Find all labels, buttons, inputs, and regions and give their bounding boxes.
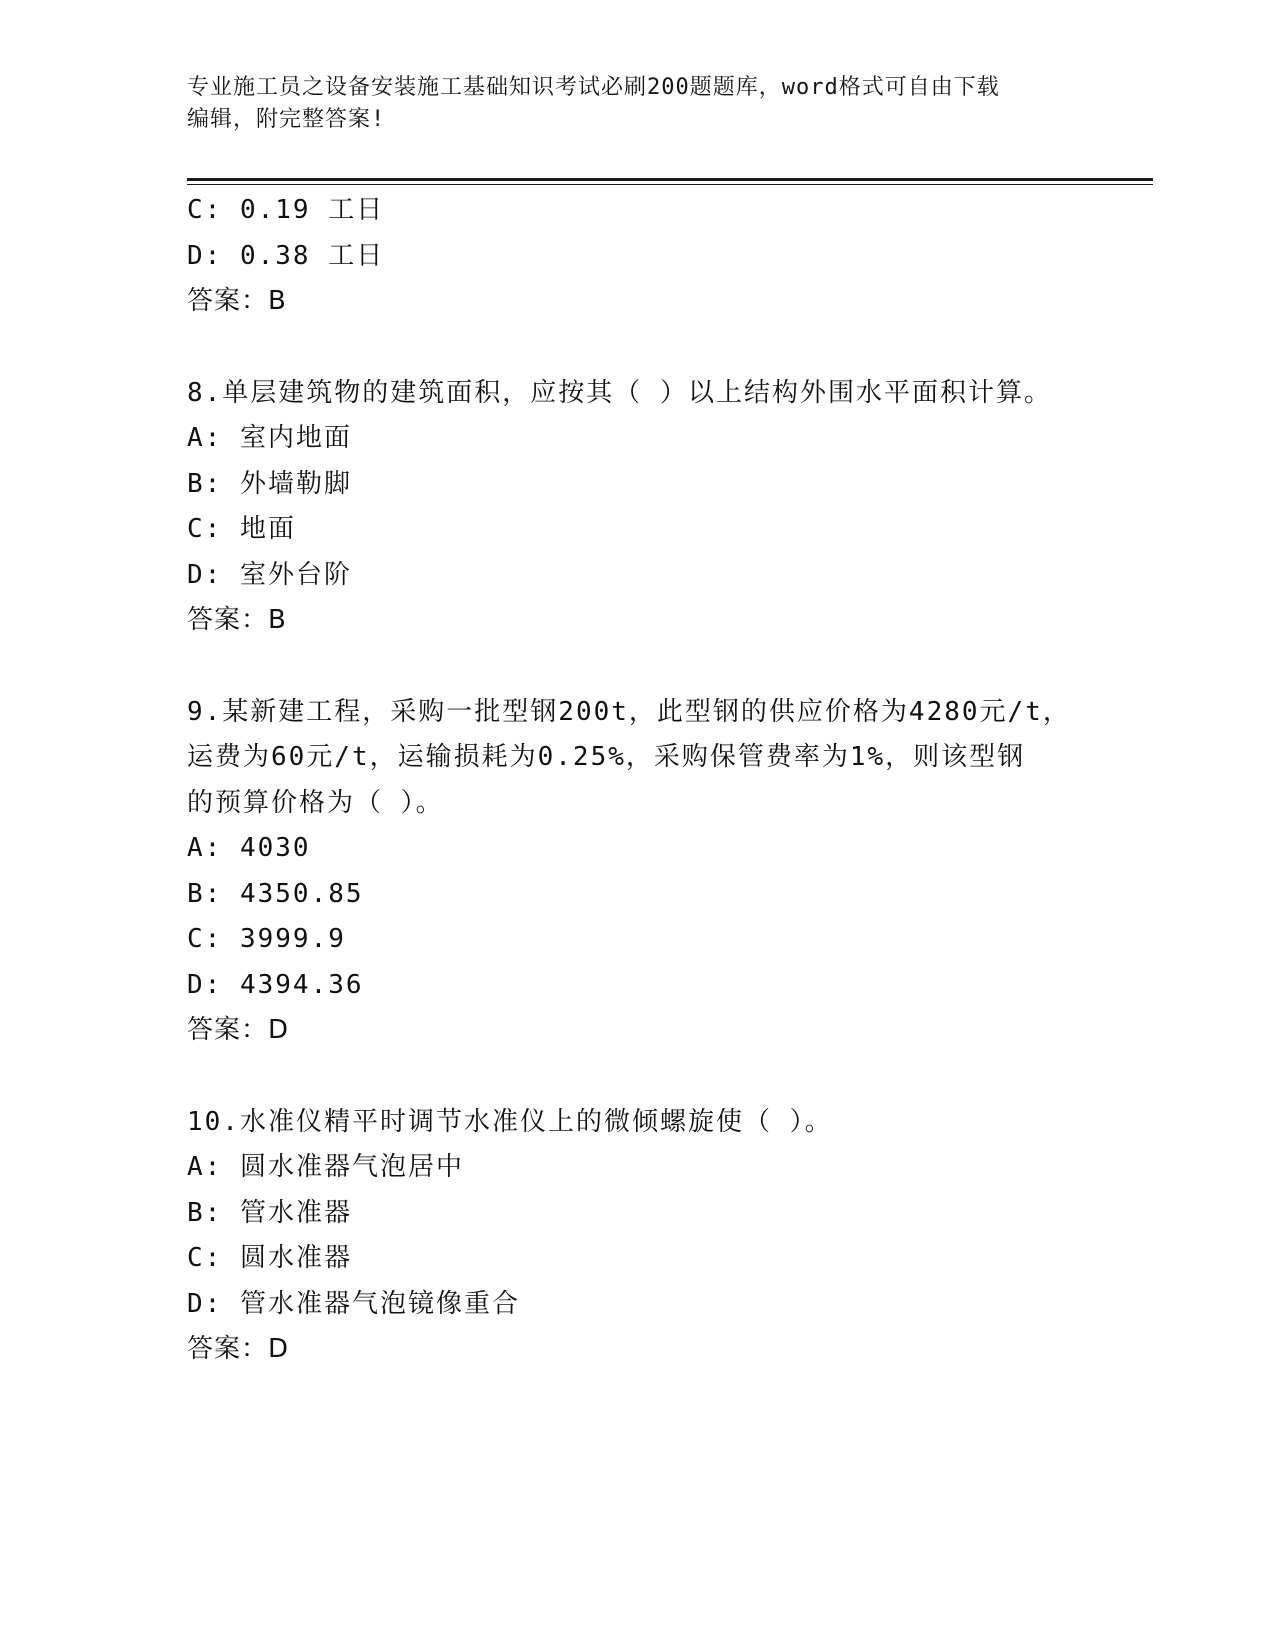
option-c: C: 3999.9: [187, 924, 346, 954]
option-d: D: 4394.36: [187, 969, 364, 1000]
option-d: D: 室外台阶: [187, 559, 352, 590]
header-title-line-1: 专业施工员之设备安装施工基础知识考试必刷200题题库，word格式可自由下载: [187, 75, 1000, 100]
option-d: D: 管水准器气泡镜像重合: [187, 1288, 520, 1319]
option-a: A: 圆水准器气泡居中: [187, 1152, 464, 1182]
option-b: B: 外墙勒脚: [187, 468, 352, 499]
option-b: B: 管水准器: [187, 1197, 352, 1228]
header-divider-thin: [187, 184, 1153, 185]
page-header: [187, 72, 1067, 136]
answer-line: 答案：D: [187, 1015, 290, 1045]
question-list: [187, 188, 1087, 1373]
option-c: C: 地面: [187, 514, 296, 544]
option-a: A: 4030: [187, 833, 311, 863]
header-title-line-2: 编辑，附完整答案!: [187, 107, 386, 132]
option-d: D: 0.38 工日: [187, 240, 385, 271]
answer-line: 答案：D: [187, 1334, 290, 1364]
question-text: 8.单层建筑物的建筑面积，应按其（ ）以上结构外围水平面积计算。: [187, 377, 1052, 408]
question-7-tail: [187, 188, 1087, 325]
question-8: [187, 371, 1087, 644]
answer-line: 答案：B: [187, 605, 287, 635]
option-a: A: 室内地面: [187, 423, 352, 453]
question-text: 10.水准仪精平时调节水准仪上的微倾螺旋使（ ）。: [187, 1106, 833, 1137]
question-text-line-1: 9.某新建工程，采购一批型钢200t，此型钢的供应价格为4280元/t，: [187, 696, 1071, 727]
question-text-line-3: 的预算价格为（ ）。: [187, 787, 444, 818]
option-c: C: 0.19 工日: [187, 195, 385, 225]
question-9: [187, 690, 1087, 1054]
spacer: [187, 644, 1087, 690]
option-b: B: 4350.85: [187, 878, 364, 909]
option-c: C: 圆水准器: [187, 1243, 352, 1273]
question-text-line-2: 运费为60元/t，运输损耗为0.25%，采购保管费率为1%，则该型钢: [187, 742, 1026, 772]
header-divider-thick: [187, 178, 1153, 181]
answer-line: 答案：B: [187, 286, 287, 316]
question-10: [187, 1100, 1087, 1373]
spacer: [187, 1054, 1087, 1100]
spacer: [187, 325, 1087, 371]
